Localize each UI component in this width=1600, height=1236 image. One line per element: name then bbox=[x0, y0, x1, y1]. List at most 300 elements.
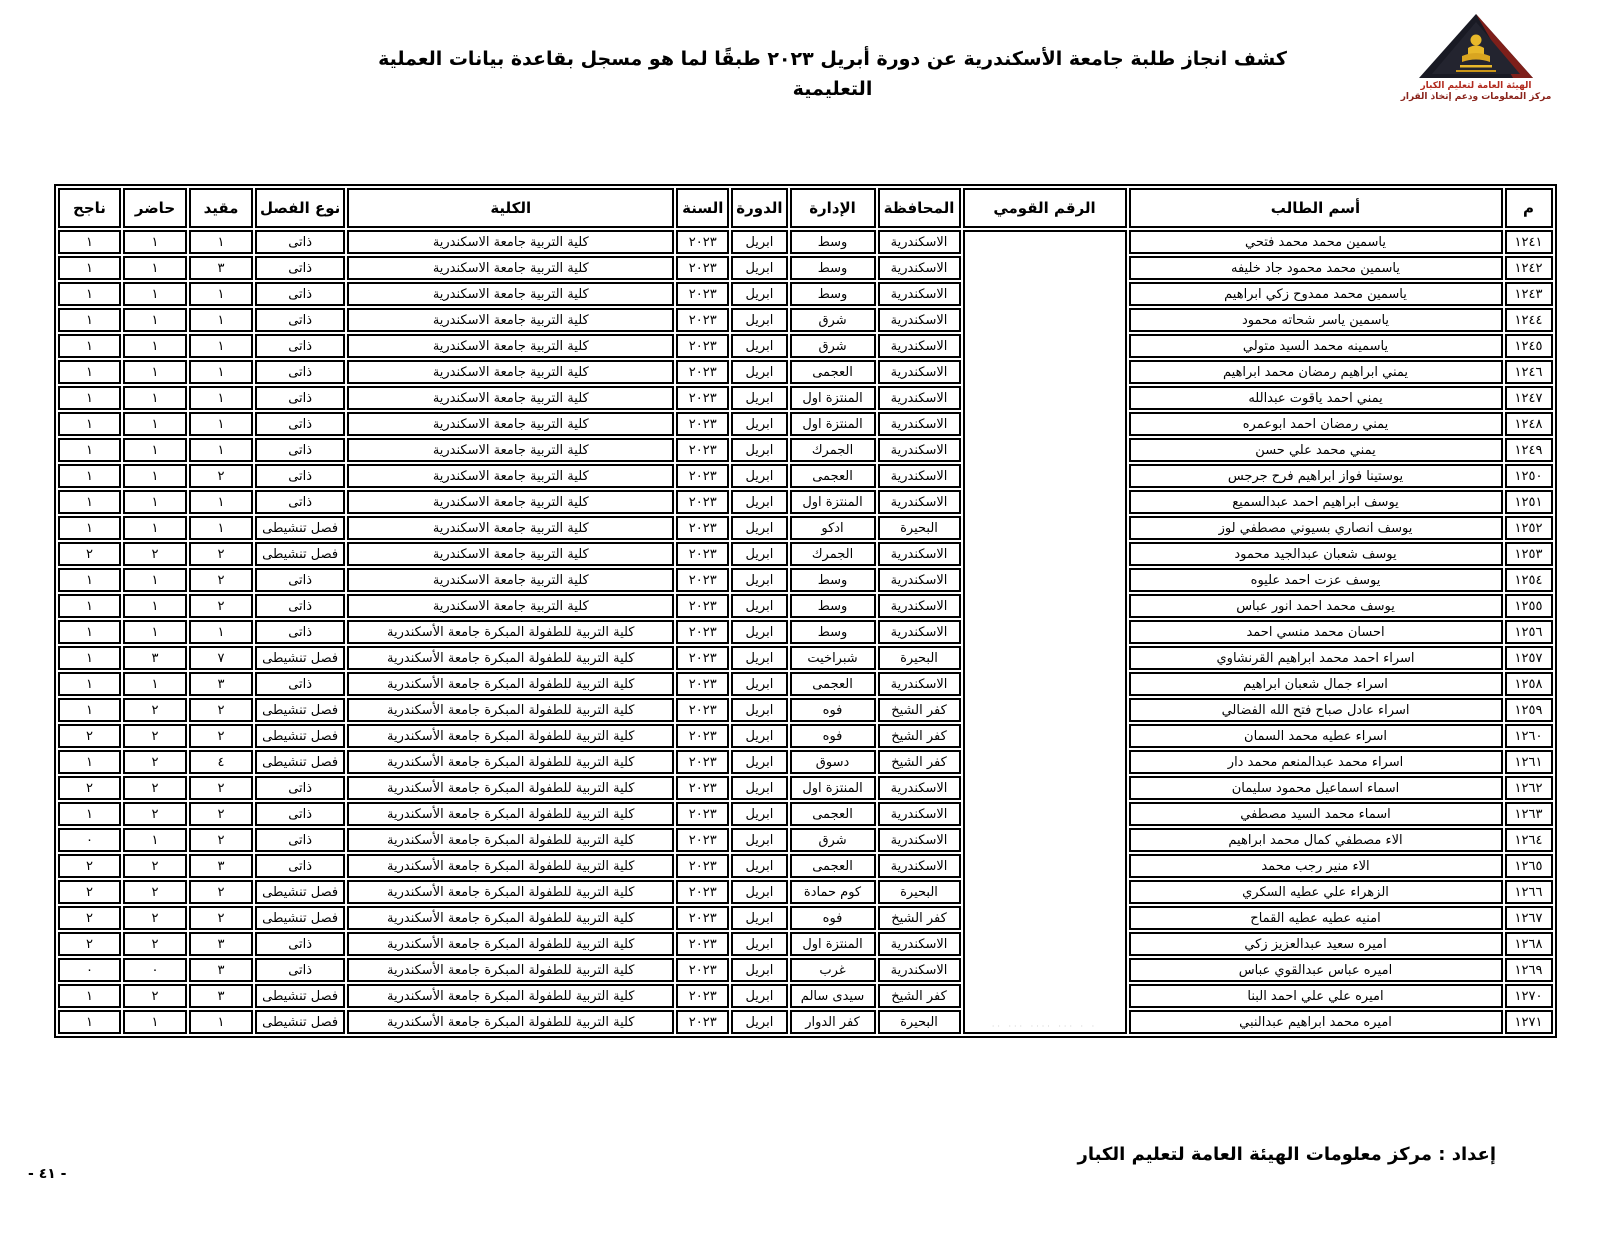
cell-passed: ١ bbox=[58, 750, 121, 774]
cell-year: ٢٠٢٣ bbox=[676, 568, 729, 592]
cell-serial: ١٢٥٨ bbox=[1505, 672, 1553, 696]
cell-enrolled: ١ bbox=[189, 282, 253, 306]
cell-attended: ٢ bbox=[123, 542, 187, 566]
table-row bbox=[58, 646, 1553, 670]
cell-college: كلية التربية جامعة الاسكندرية bbox=[347, 230, 674, 254]
cell-student-name: اسراء احمد محمد ابراهيم القرنشاوي bbox=[1129, 646, 1503, 670]
cell-session: ابريل bbox=[731, 776, 787, 800]
cell-administration: العجمى bbox=[790, 360, 876, 384]
cell-administration: وسط bbox=[790, 230, 876, 254]
cell-year: ٢٠٢٣ bbox=[676, 438, 729, 462]
cell-college: كلية التربية للطفولة المبكرة جامعة الأسكندرية bbox=[347, 698, 674, 722]
cell-administration: الجمرك bbox=[790, 438, 876, 462]
cell-class-type: فصل تنشيطى bbox=[255, 698, 345, 722]
cell-attended: ٢ bbox=[123, 750, 187, 774]
cell-serial: ١٢٥٤ bbox=[1505, 568, 1553, 592]
cell-student-name: يمني احمد ياقوت عبدالله bbox=[1129, 386, 1503, 410]
cell-serial: ١٢٥٢ bbox=[1505, 516, 1553, 540]
cell-administration: العجمى bbox=[790, 672, 876, 696]
cell-student-name: يمني ابراهيم رمضان محمد ابراهيم bbox=[1129, 360, 1503, 384]
cell-passed: ٢ bbox=[58, 906, 121, 930]
cell-class-type: ذاتى bbox=[255, 672, 345, 696]
cell-session: ابريل bbox=[731, 386, 787, 410]
cell-passed: ٢ bbox=[58, 776, 121, 800]
cell-administration: المنتزة اول bbox=[790, 386, 876, 410]
table-row bbox=[58, 698, 1553, 722]
cell-college: كلية التربية جامعة الاسكندرية bbox=[347, 594, 674, 618]
cell-class-type: ذاتى bbox=[255, 932, 345, 956]
cell-governorate: الاسكندرية bbox=[878, 854, 961, 878]
cell-enrolled: ٢ bbox=[189, 698, 253, 722]
cell-governorate: الاسكندرية bbox=[878, 464, 961, 488]
cell-session: ابريل bbox=[731, 984, 787, 1008]
cell-administration: غرب bbox=[790, 958, 876, 982]
cell-passed: ١ bbox=[58, 490, 121, 514]
table-row bbox=[58, 256, 1553, 280]
cell-administration: شرق bbox=[790, 828, 876, 852]
cell-governorate: الاسكندرية bbox=[878, 282, 961, 306]
cell-governorate: البحيرة bbox=[878, 516, 961, 540]
cell-student-name: يوسف عزت احمد عليوه bbox=[1129, 568, 1503, 592]
cell-student-name: اسراء عادل صباح فتح الله الفضالي bbox=[1129, 698, 1503, 722]
cell-passed: ٢ bbox=[58, 880, 121, 904]
cell-passed: ١ bbox=[58, 386, 121, 410]
cell-enrolled: ١ bbox=[189, 386, 253, 410]
cell-year: ٢٠٢٣ bbox=[676, 750, 729, 774]
cell-governorate: كفر الشيخ bbox=[878, 984, 961, 1008]
cell-college: كلية التربية للطفولة المبكرة جامعة الأسكندرية bbox=[347, 750, 674, 774]
cell-student-name: اسماء اسماعيل محمود سليمان bbox=[1129, 776, 1503, 800]
cell-attended: ١ bbox=[123, 1010, 187, 1034]
cell-year: ٢٠٢٣ bbox=[676, 672, 729, 696]
cell-session: ابريل bbox=[731, 906, 787, 930]
cell-serial: ١٢٥٠ bbox=[1505, 464, 1553, 488]
cell-passed: ١ bbox=[58, 698, 121, 722]
cell-attended: ١ bbox=[123, 828, 187, 852]
cell-session: ابريل bbox=[731, 360, 787, 384]
cell-passed: ٢ bbox=[58, 724, 121, 748]
cell-administration: فوه bbox=[790, 906, 876, 930]
table-row bbox=[58, 516, 1553, 540]
cell-college: كلية التربية للطفولة المبكرة جامعة الأسكندرية bbox=[347, 620, 674, 644]
cell-class-type: فصل تنشيطى bbox=[255, 880, 345, 904]
cell-session: ابريل bbox=[731, 646, 787, 670]
cell-administration: شرق bbox=[790, 334, 876, 358]
cell-college: كلية التربية للطفولة المبكرة جامعة الأسكندرية bbox=[347, 724, 674, 748]
students-table-container bbox=[54, 184, 1557, 1038]
cell-serial: ١٢٤١ bbox=[1505, 230, 1553, 254]
cell-passed: ١ bbox=[58, 334, 121, 358]
cell-attended: ٠ bbox=[123, 958, 187, 982]
cell-enrolled: ٣ bbox=[189, 932, 253, 956]
cell-attended: ١ bbox=[123, 386, 187, 410]
cell-serial: ١٢٦٣ bbox=[1505, 802, 1553, 826]
cell-attended: ١ bbox=[123, 620, 187, 644]
cell-college: كلية التربية جامعة الاسكندرية bbox=[347, 334, 674, 358]
cell-serial: ١٢٥٩ bbox=[1505, 698, 1553, 722]
cell-student-name: يمني رمضان احمد ابوعمره bbox=[1129, 412, 1503, 436]
cell-year: ٢٠٢٣ bbox=[676, 1010, 729, 1034]
cell-student-name: اميره عباس عبدالقوي عباس bbox=[1129, 958, 1503, 982]
cell-attended: ١ bbox=[123, 230, 187, 254]
cell-attended: ١ bbox=[123, 464, 187, 488]
header-college: الكلية bbox=[347, 188, 674, 228]
cell-college: كلية التربية جامعة الاسكندرية bbox=[347, 412, 674, 436]
cell-enrolled: ٣ bbox=[189, 984, 253, 1008]
cell-attended: ٢ bbox=[123, 776, 187, 800]
cell-administration: وسط bbox=[790, 594, 876, 618]
cell-governorate: الاسكندرية bbox=[878, 568, 961, 592]
cell-student-name: يمني محمد علي حسن bbox=[1129, 438, 1503, 462]
cell-class-type: ذاتى bbox=[255, 958, 345, 982]
cell-attended: ٢ bbox=[123, 984, 187, 1008]
cell-attended: ١ bbox=[123, 334, 187, 358]
cell-session: ابريل bbox=[731, 282, 787, 306]
cell-passed: ١ bbox=[58, 438, 121, 462]
cell-attended: ٢ bbox=[123, 880, 187, 904]
table-row bbox=[58, 958, 1553, 982]
cell-serial: ١٢٥٦ bbox=[1505, 620, 1553, 644]
cell-attended: ١ bbox=[123, 490, 187, 514]
table-row bbox=[58, 672, 1553, 696]
cell-session: ابريل bbox=[731, 958, 787, 982]
table-row bbox=[58, 308, 1553, 332]
cell-enrolled: ٧ bbox=[189, 646, 253, 670]
cell-student-name: اسراء محمد عبدالمنعم محمد دار bbox=[1129, 750, 1503, 774]
cell-passed: ١ bbox=[58, 516, 121, 540]
cell-session: ابريل bbox=[731, 412, 787, 436]
cell-student-name: اسراء عطيه محمد السمان bbox=[1129, 724, 1503, 748]
header-class-type: نوع الفصل bbox=[255, 188, 345, 228]
cell-passed: ١ bbox=[58, 646, 121, 670]
cell-college: كلية التربية للطفولة المبكرة جامعة الأسكندرية bbox=[347, 1010, 674, 1034]
cell-governorate: الاسكندرية bbox=[878, 438, 961, 462]
cell-attended: ٢ bbox=[123, 698, 187, 722]
table-row bbox=[58, 334, 1553, 358]
cell-governorate: الاسكندرية bbox=[878, 672, 961, 696]
cell-enrolled: ٤ bbox=[189, 750, 253, 774]
cell-attended: ٢ bbox=[123, 906, 187, 930]
page-title: كشف انجاز طلبة جامعة الأسكندرية عن دورة أبريل ٢٠٢٣ طبقًا لما هو مسجل بقاعدة بيانات العملية التعليمية bbox=[378, 48, 1287, 101]
cell-year: ٢٠٢٣ bbox=[676, 984, 729, 1008]
cell-year: ٢٠٢٣ bbox=[676, 776, 729, 800]
cell-serial: ١٢٧١ bbox=[1505, 1010, 1553, 1034]
cell-enrolled: ٢ bbox=[189, 828, 253, 852]
cell-student-name: ياسمين محمد محمد فتحي bbox=[1129, 230, 1503, 254]
cell-session: ابريل bbox=[731, 464, 787, 488]
cell-year: ٢٠٢٣ bbox=[676, 464, 729, 488]
cell-college: كلية التربية للطفولة المبكرة جامعة الأسكندرية bbox=[347, 906, 674, 930]
cell-class-type: ذاتى bbox=[255, 594, 345, 618]
header-attended: حاضر bbox=[123, 188, 187, 228]
cell-administration: وسط bbox=[790, 620, 876, 644]
cell-session: ابريل bbox=[731, 594, 787, 618]
cell-serial: ١٢٥١ bbox=[1505, 490, 1553, 514]
cell-attended: ٢ bbox=[123, 932, 187, 956]
table-row bbox=[58, 542, 1553, 566]
cell-passed: ٢ bbox=[58, 932, 121, 956]
cell-attended: ١ bbox=[123, 282, 187, 306]
cell-serial: ١٢٤٨ bbox=[1505, 412, 1553, 436]
cell-class-type: فصل تنشيطى bbox=[255, 724, 345, 748]
cell-national-id bbox=[963, 230, 1127, 1034]
cell-year: ٢٠٢٣ bbox=[676, 360, 729, 384]
cell-college: كلية التربية للطفولة المبكرة جامعة الأسكندرية bbox=[347, 646, 674, 670]
cell-administration: ادكو bbox=[790, 516, 876, 540]
cell-enrolled: ٣ bbox=[189, 672, 253, 696]
cell-enrolled: ١ bbox=[189, 1010, 253, 1034]
cell-college: كلية التربية جامعة الاسكندرية bbox=[347, 516, 674, 540]
cell-passed: ١ bbox=[58, 568, 121, 592]
header-session: الدورة bbox=[731, 188, 787, 228]
cell-administration: المنتزة اول bbox=[790, 776, 876, 800]
cell-enrolled: ١ bbox=[189, 230, 253, 254]
cell-governorate: الاسكندرية bbox=[878, 256, 961, 280]
header-student-name: أسم الطالب bbox=[1129, 188, 1503, 228]
cell-session: ابريل bbox=[731, 230, 787, 254]
cell-year: ٢٠٢٣ bbox=[676, 724, 729, 748]
cell-student-name: يوسف شعبان عبدالجيد محمود bbox=[1129, 542, 1503, 566]
cell-college: كلية التربية للطفولة المبكرة جامعة الأسكندرية bbox=[347, 932, 674, 956]
cell-passed: ١ bbox=[58, 308, 121, 332]
cell-serial: ١٢٦٧ bbox=[1505, 906, 1553, 930]
cell-serial: ١٢٥٥ bbox=[1505, 594, 1553, 618]
cell-enrolled: ٢ bbox=[189, 906, 253, 930]
cell-enrolled: ٣ bbox=[189, 256, 253, 280]
table-row bbox=[58, 490, 1553, 514]
cell-session: ابريل bbox=[731, 490, 787, 514]
cell-administration: فوه bbox=[790, 724, 876, 748]
cell-year: ٢٠٢٣ bbox=[676, 256, 729, 280]
cell-class-type: ذاتى bbox=[255, 230, 345, 254]
cell-student-name: ياسمين ياسر شحاته محمود bbox=[1129, 308, 1503, 332]
cell-session: ابريل bbox=[731, 724, 787, 748]
cell-governorate: كفر الشيخ bbox=[878, 698, 961, 722]
cell-governorate: كفر الشيخ bbox=[878, 724, 961, 748]
header-governorate: المحافظة bbox=[878, 188, 961, 228]
cell-college: كلية التربية جامعة الاسكندرية bbox=[347, 256, 674, 280]
cell-enrolled: ٢ bbox=[189, 776, 253, 800]
cell-student-name: يوسف محمد احمد انور عباس bbox=[1129, 594, 1503, 618]
table-row bbox=[58, 360, 1553, 384]
cell-passed: ١ bbox=[58, 802, 121, 826]
cell-attended: ١ bbox=[123, 308, 187, 332]
cell-session: ابريل bbox=[731, 750, 787, 774]
cell-passed: ٢ bbox=[58, 854, 121, 878]
cell-enrolled: ١ bbox=[189, 620, 253, 644]
header-serial: م bbox=[1505, 188, 1553, 228]
cell-administration: فوه bbox=[790, 698, 876, 722]
cell-session: ابريل bbox=[731, 880, 787, 904]
cell-governorate: الاسكندرية bbox=[878, 334, 961, 358]
cell-enrolled: ١ bbox=[189, 334, 253, 358]
cell-college: كلية التربية للطفولة المبكرة جامعة الأسكندرية bbox=[347, 958, 674, 982]
cell-college: كلية التربية جامعة الاسكندرية bbox=[347, 568, 674, 592]
cell-passed: ١ bbox=[58, 672, 121, 696]
pyramid-reader-icon bbox=[1416, 12, 1536, 80]
cell-college: كلية التربية جامعة الاسكندرية bbox=[347, 438, 674, 462]
cell-class-type: ذاتى bbox=[255, 438, 345, 462]
table-row bbox=[58, 932, 1553, 956]
cell-serial: ١٢٤٦ bbox=[1505, 360, 1553, 384]
table-row bbox=[58, 776, 1553, 800]
cell-session: ابريل bbox=[731, 620, 787, 644]
table-row bbox=[58, 568, 1553, 592]
cell-serial: ١٢٦٤ bbox=[1505, 828, 1553, 852]
cell-administration: شبراخيت bbox=[790, 646, 876, 670]
cell-enrolled: ٢ bbox=[189, 724, 253, 748]
cell-session: ابريل bbox=[731, 516, 787, 540]
cell-enrolled: ٢ bbox=[189, 594, 253, 618]
cell-serial: ١٢٤٧ bbox=[1505, 386, 1553, 410]
cell-class-type: ذاتى bbox=[255, 360, 345, 384]
cell-class-type: ذاتى bbox=[255, 334, 345, 358]
cell-year: ٢٠٢٣ bbox=[676, 542, 729, 566]
cell-year: ٢٠٢٣ bbox=[676, 854, 729, 878]
cell-student-name: الزهراء علي عطيه السكري bbox=[1129, 880, 1503, 904]
cell-administration: العجمى bbox=[790, 464, 876, 488]
cell-class-type: ذاتى bbox=[255, 828, 345, 852]
cell-class-type: فصل تنشيطى bbox=[255, 1010, 345, 1034]
cell-attended: ١ bbox=[123, 594, 187, 618]
cell-year: ٢٠٢٣ bbox=[676, 230, 729, 254]
cell-passed: ١ bbox=[58, 256, 121, 280]
cell-governorate: الاسكندرية bbox=[878, 828, 961, 852]
cell-serial: ١٢٤٩ bbox=[1505, 438, 1553, 462]
cell-enrolled: ١ bbox=[189, 360, 253, 384]
table-row bbox=[58, 594, 1553, 618]
cell-passed: ١ bbox=[58, 1010, 121, 1034]
cell-session: ابريل bbox=[731, 854, 787, 878]
cell-year: ٢٠٢٣ bbox=[676, 880, 729, 904]
cell-session: ابريل bbox=[731, 802, 787, 826]
cell-attended: ٣ bbox=[123, 646, 187, 670]
cell-session: ابريل bbox=[731, 672, 787, 696]
cell-year: ٢٠٢٣ bbox=[676, 386, 729, 410]
cell-passed: ١ bbox=[58, 620, 121, 644]
cell-passed: ١ bbox=[58, 360, 121, 384]
cell-class-type: فصل تنشيطى bbox=[255, 646, 345, 670]
cell-college: كلية التربية للطفولة المبكرة جامعة الأسكندرية bbox=[347, 854, 674, 878]
cell-enrolled: ٣ bbox=[189, 854, 253, 878]
cell-student-name: الاء مصطفي كمال محمد ابراهيم bbox=[1129, 828, 1503, 852]
header-administration: الإدارة bbox=[790, 188, 876, 228]
cell-serial: ١٢٦٢ bbox=[1505, 776, 1553, 800]
cell-session: ابريل bbox=[731, 438, 787, 462]
cell-enrolled: ١ bbox=[189, 308, 253, 332]
cell-class-type: ذاتى bbox=[255, 386, 345, 410]
cell-passed: ٢ bbox=[58, 542, 121, 566]
cell-year: ٢٠٢٣ bbox=[676, 958, 729, 982]
cell-enrolled: ٢ bbox=[189, 542, 253, 566]
table-row bbox=[58, 724, 1553, 748]
cell-college: كلية التربية جامعة الاسكندرية bbox=[347, 464, 674, 488]
cell-passed: ٠ bbox=[58, 958, 121, 982]
cell-student-name: امنيه عطيه عطيه القماح bbox=[1129, 906, 1503, 930]
cell-college: كلية التربية جامعة الاسكندرية bbox=[347, 308, 674, 332]
cell-administration: المنتزة اول bbox=[790, 932, 876, 956]
cell-student-name: احسان محمد منسي احمد bbox=[1129, 620, 1503, 644]
table-row bbox=[58, 620, 1553, 644]
cell-enrolled: ٢ bbox=[189, 802, 253, 826]
table-header-row bbox=[58, 188, 1553, 228]
cell-enrolled: ١ bbox=[189, 412, 253, 436]
cell-year: ٢٠٢٣ bbox=[676, 932, 729, 956]
cell-class-type: ذاتى bbox=[255, 308, 345, 332]
cell-serial: ١٢٤٣ bbox=[1505, 282, 1553, 306]
cell-year: ٢٠٢٣ bbox=[676, 594, 729, 618]
cell-attended: ١ bbox=[123, 412, 187, 436]
cell-administration: وسط bbox=[790, 256, 876, 280]
national-id-faded-dots: · · ··· ···· ··· ·· bbox=[991, 1022, 1098, 1031]
header-year: السنة bbox=[676, 188, 729, 228]
cell-serial: ١٢٦٦ bbox=[1505, 880, 1553, 904]
cell-governorate: الاسكندرية bbox=[878, 958, 961, 982]
cell-class-type: ذاتى bbox=[255, 802, 345, 826]
cell-passed: ١ bbox=[58, 984, 121, 1008]
cell-governorate: الاسكندرية bbox=[878, 802, 961, 826]
cell-enrolled: ١ bbox=[189, 490, 253, 514]
cell-class-type: ذاتى bbox=[255, 854, 345, 878]
cell-college: كلية التربية جامعة الاسكندرية bbox=[347, 360, 674, 384]
cell-class-type: ذاتى bbox=[255, 490, 345, 514]
cell-serial: ١٢٦٠ bbox=[1505, 724, 1553, 748]
cell-year: ٢٠٢٣ bbox=[676, 828, 729, 852]
cell-serial: ١٢٥٣ bbox=[1505, 542, 1553, 566]
cell-serial: ١٢٦٨ bbox=[1505, 932, 1553, 956]
cell-serial: ١٢٦٥ bbox=[1505, 854, 1553, 878]
header-enrolled: مقيد bbox=[189, 188, 253, 228]
cell-session: ابريل bbox=[731, 308, 787, 332]
cell-attended: ١ bbox=[123, 256, 187, 280]
cell-college: كلية التربية للطفولة المبكرة جامعة الأسكندرية bbox=[347, 802, 674, 826]
cell-year: ٢٠٢٣ bbox=[676, 412, 729, 436]
cell-year: ٢٠٢٣ bbox=[676, 906, 729, 930]
table-row bbox=[58, 438, 1553, 462]
cell-administration: المنتزة اول bbox=[790, 412, 876, 436]
table-row bbox=[58, 464, 1553, 488]
cell-enrolled: ٢ bbox=[189, 880, 253, 904]
table-row bbox=[58, 386, 1553, 410]
cell-class-type: ذاتى bbox=[255, 620, 345, 644]
cell-governorate: البحيرة bbox=[878, 1010, 961, 1034]
cell-student-name: اميره سعيد عبدالعزيز زكي bbox=[1129, 932, 1503, 956]
header-national-id: الرقم القومي bbox=[963, 188, 1127, 228]
cell-student-name: اميره علي علي احمد البنا bbox=[1129, 984, 1503, 1008]
cell-class-type: ذاتى bbox=[255, 776, 345, 800]
cell-governorate: الاسكندرية bbox=[878, 542, 961, 566]
cell-class-type: فصل تنشيطى bbox=[255, 984, 345, 1008]
cell-student-name: يوسف ابراهيم احمد عبدالسميع bbox=[1129, 490, 1503, 514]
cell-year: ٢٠٢٣ bbox=[676, 802, 729, 826]
cell-governorate: البحيرة bbox=[878, 880, 961, 904]
cell-governorate: الاسكندرية bbox=[878, 620, 961, 644]
cell-attended: ٢ bbox=[123, 854, 187, 878]
cell-session: ابريل bbox=[731, 1010, 787, 1034]
cell-enrolled: ٢ bbox=[189, 464, 253, 488]
cell-session: ابريل bbox=[731, 256, 787, 280]
cell-college: كلية التربية للطفولة المبكرة جامعة الأسكندرية bbox=[347, 828, 674, 852]
cell-administration: كفر الدوار bbox=[790, 1010, 876, 1034]
cell-session: ابريل bbox=[731, 698, 787, 722]
table-row bbox=[58, 880, 1553, 904]
cell-passed: ١ bbox=[58, 594, 121, 618]
cell-year: ٢٠٢٣ bbox=[676, 282, 729, 306]
cell-passed: ١ bbox=[58, 464, 121, 488]
cell-class-type: ذاتى bbox=[255, 412, 345, 436]
table-row bbox=[58, 1010, 1553, 1034]
cell-passed: ١ bbox=[58, 230, 121, 254]
